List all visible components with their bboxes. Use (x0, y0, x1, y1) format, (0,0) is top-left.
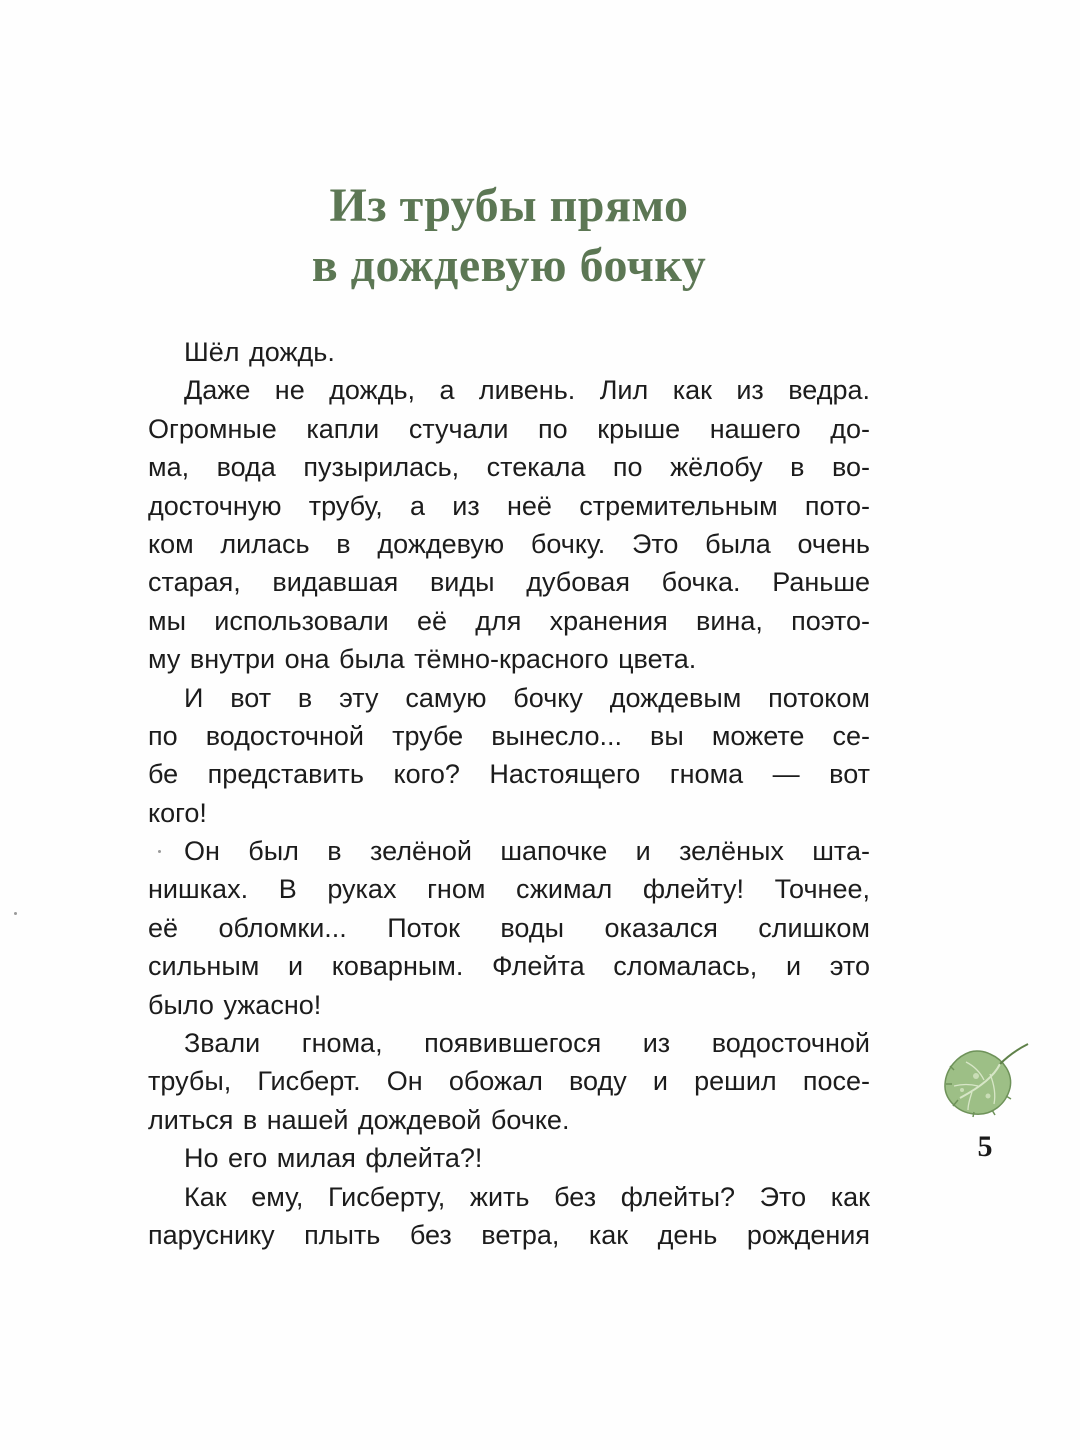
print-speck (14, 912, 17, 915)
leaf-icon (940, 1040, 1032, 1118)
chapter-title-line-2: в дождевую бочку (311, 239, 707, 292)
text-line: кого! (148, 797, 207, 828)
text-line: было ужасно! (148, 989, 322, 1020)
chapter-title-line-1: Из трубы прямо (329, 179, 689, 232)
text-line: Он был в зелёной шапочке и зелёных шта- (184, 836, 870, 867)
text-line: Как ему, Гисберту, жить без флейты? Это как (184, 1181, 870, 1212)
text-line: её обломки... Поток воды оказался слишком (148, 912, 870, 943)
text-line: трубы, Гисберт. Он обожал воду и решил посе- (148, 1066, 870, 1097)
text-line: Но его милая флейта?! (184, 1143, 483, 1174)
text-line: Звали гнома, появившегося из водосточной (184, 1028, 870, 1059)
text-line: Шёл дождь. (184, 337, 335, 367)
text-line: паруснику плыть без ветра, как день рождения (148, 1219, 870, 1250)
text-line: сильным и коварным. Флейта сломалась, и это (148, 951, 870, 982)
page-number: 5 (977, 1130, 993, 1163)
text-line: нишках. В руках гном сжимал флейту! Точнее, (148, 874, 870, 905)
text-line: досточную трубу, а из неё стремительным пото- (148, 490, 870, 521)
text-line: му внутри она была тёмно-красного цвета. (148, 644, 697, 675)
text-line: мы использовали её для хранения вина, поэто- (148, 605, 870, 636)
text-line: ма, вода пузырилась, стекала по жёлобу в во- (148, 452, 870, 483)
chapter-title (148, 176, 870, 296)
text-line: И вот в эту самую бочку дождевым потоком (184, 682, 870, 713)
text-line: ком лилась в дождевую бочку. Это была очень (148, 528, 870, 559)
text-line: старая, видавшая виды дубовая бочка. Раньше (148, 567, 870, 598)
text-line: по водосточной трубе вынесло... вы можете се- (148, 720, 870, 751)
chapter-body (148, 333, 870, 1254)
text-line: Даже не дождь, а ливень. Лил как из ведра. (184, 375, 870, 406)
text-line: литься в нашей дождевой бочке. (148, 1104, 570, 1135)
text-line: бе представить кого? Настоящего гнома — вот (148, 759, 870, 790)
text-line: Огромные капли стучали по крыше нашего до- (148, 413, 870, 444)
print-speck (158, 850, 161, 853)
